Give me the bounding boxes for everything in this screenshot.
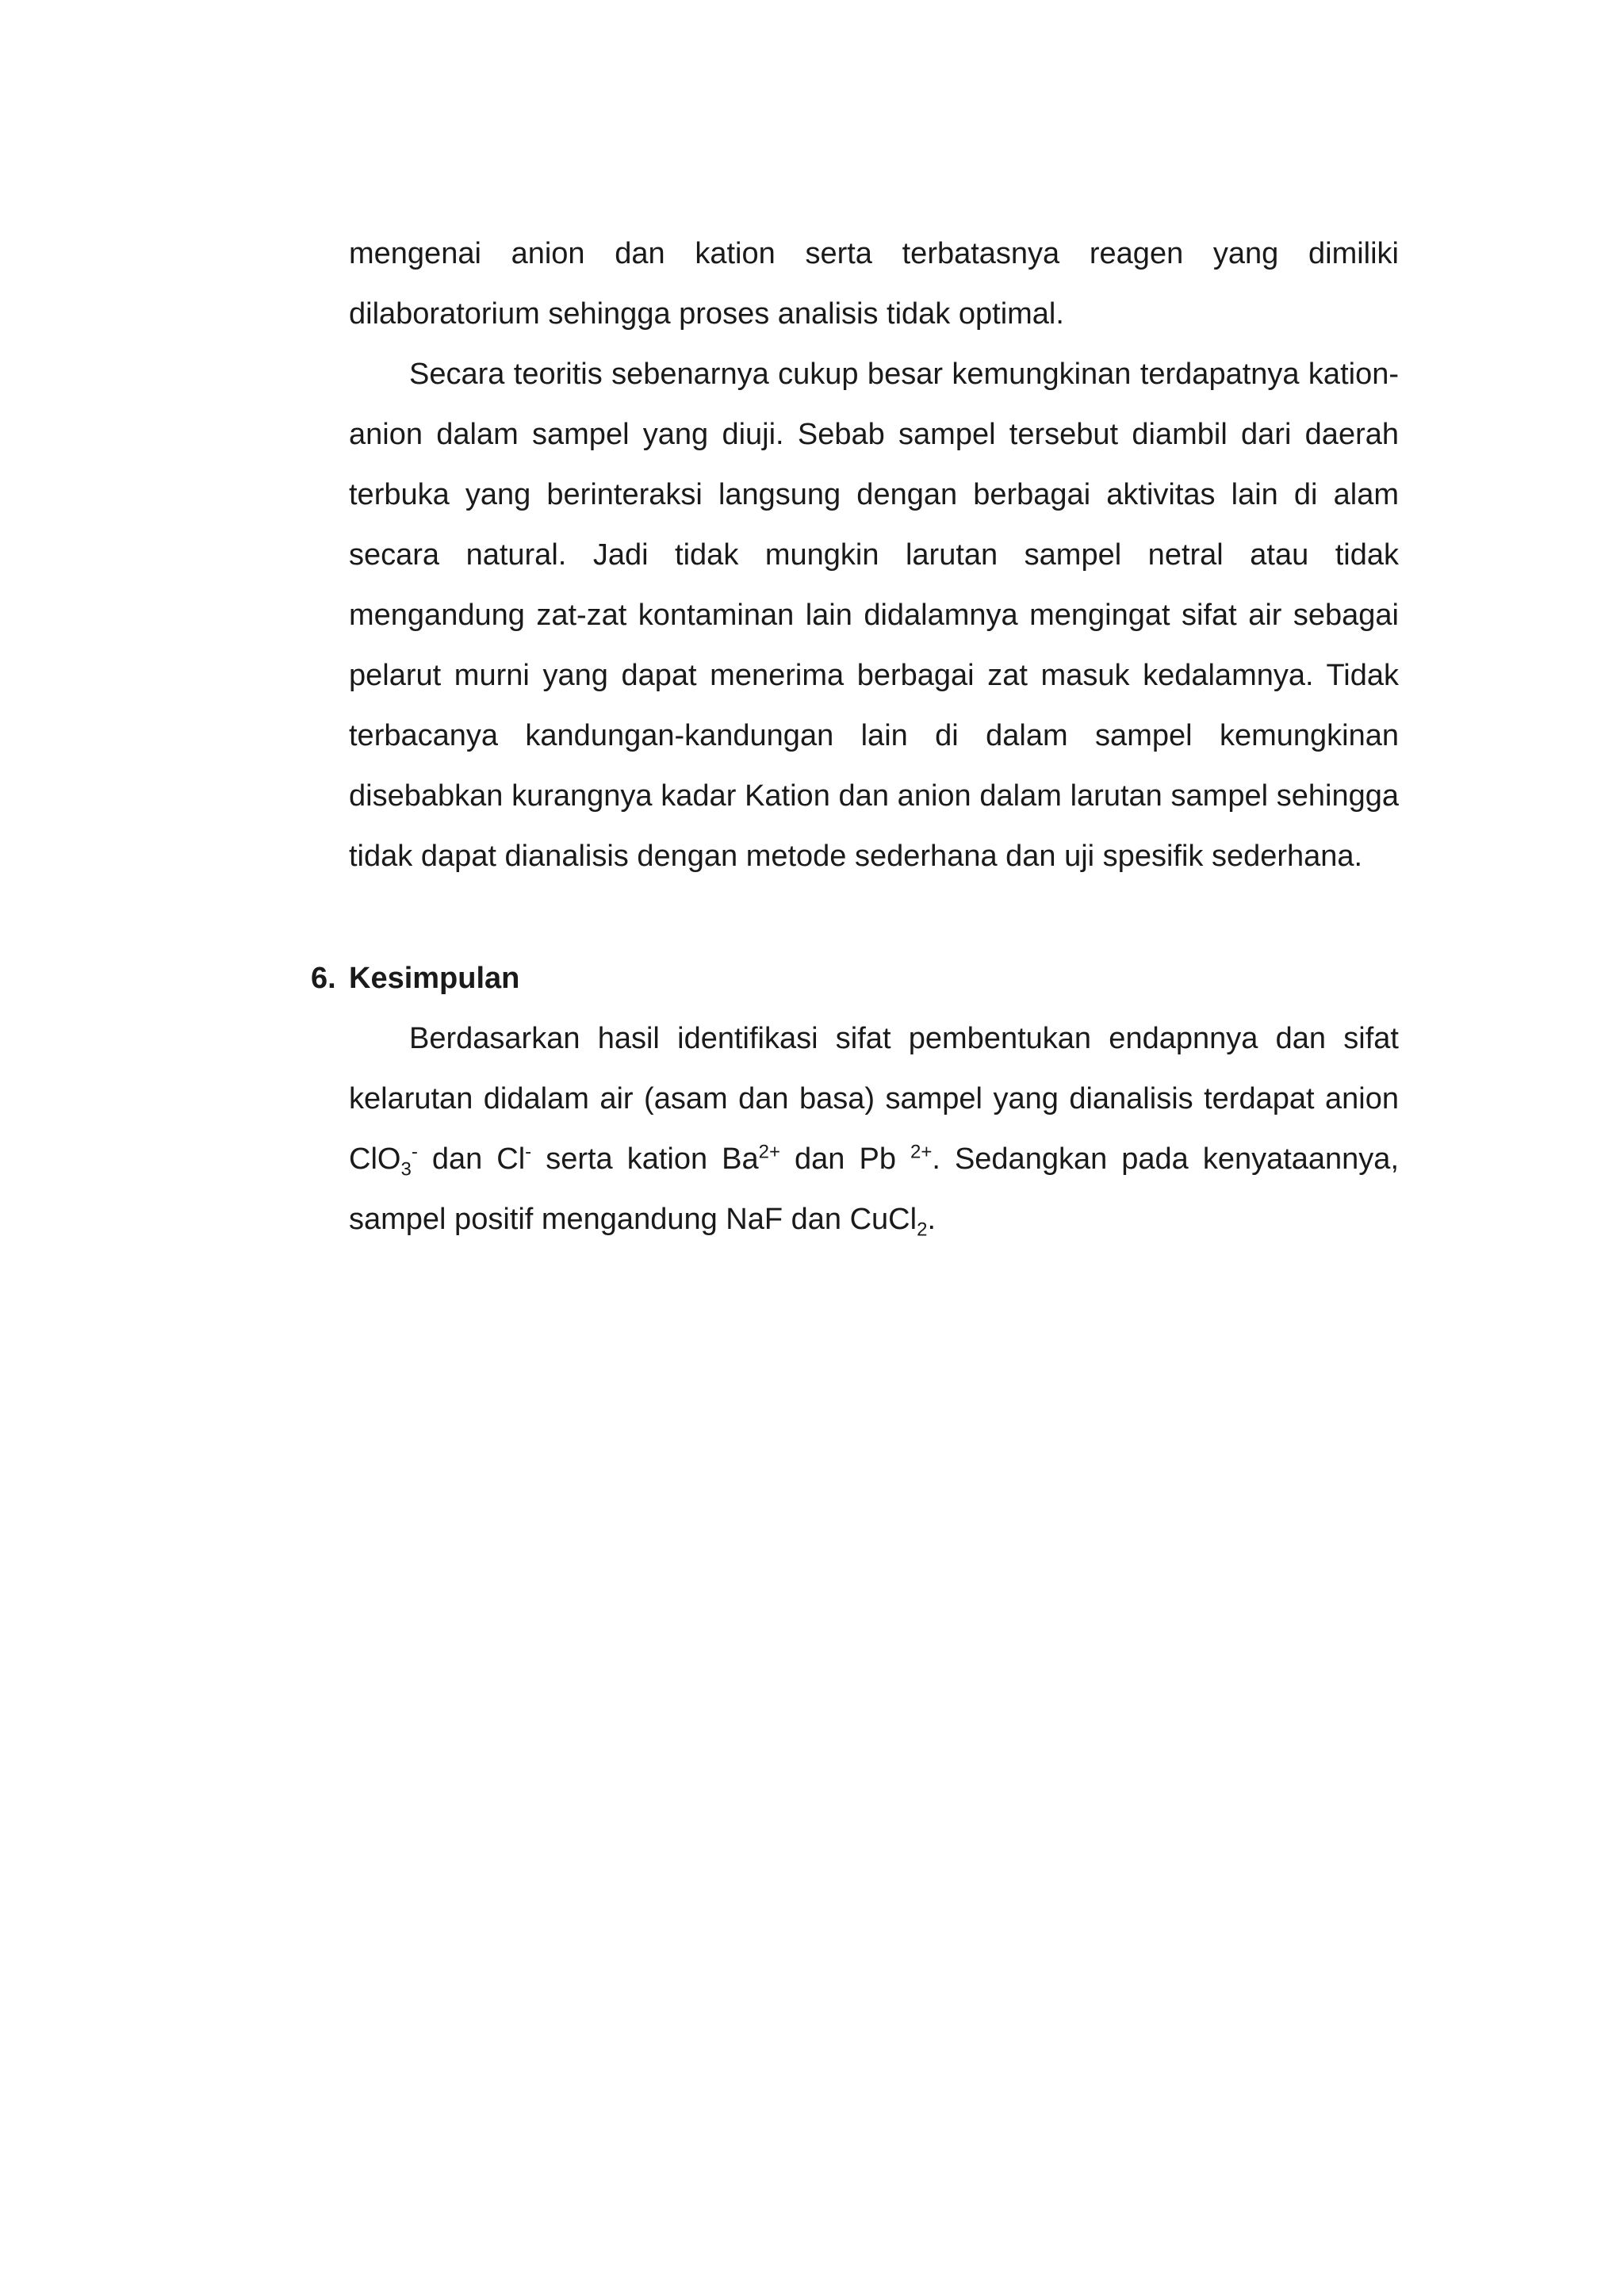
formula-copper-chloride-subscript: 2: [917, 1219, 928, 1241]
formula-chloride-base: Cl: [496, 1142, 526, 1176]
conclusion-text-end: .: [927, 1203, 936, 1236]
section-number: 6.: [311, 962, 336, 995]
formula-chlorate-charge: -: [411, 1141, 418, 1163]
formula-barium-base: Ba: [722, 1142, 759, 1176]
formula-chlorate: [349, 1141, 418, 1181]
formula-lead-base: Pb: [859, 1142, 910, 1176]
formula-barium: [722, 1142, 780, 1176]
conclusion-text-sedangkan: . Sedangkan pada kenyataannya, sampel positif mengandung NaF dan: [349, 1142, 1399, 1236]
conclusion-text-dan-1: dan: [417, 1142, 497, 1176]
conclusion-text-serta-kation: serta kation: [531, 1142, 722, 1176]
formula-chloride: [496, 1142, 531, 1176]
paragraph-limitations: mengenai anion dan kation serta terbatasnya reagen yang dimiliki dilaboratorium sehingga proses analisis tidak optimal.: [349, 237, 1399, 331]
formula-copper-chloride: [849, 1203, 928, 1241]
formula-lead: [859, 1142, 932, 1176]
formula-chlorate-base: ClO: [349, 1142, 401, 1176]
formula-barium-charge: 2+: [758, 1141, 780, 1163]
conclusion-text-dan-2: dan: [780, 1142, 860, 1176]
paragraph-theory: Secara teoritis sebenarnya cukup besar kemungkinan terdapatnya kation-anion dalam sampel yang diuji. Sebab sampel tersebut diambil dari daerah terbuka yang berinteraksi langsung dengan berbagai aktivitas lain di alam secara natural. Jadi tidak mungkin larutan sampel netral atau tidak mengandung zat-zat kontaminan lain didalamnya mengingat sifat air sebagai pelarut murni yang dapat menerima berbagai zat masuk kedalamnya. Tidak terbacanya kandungan-kandungan lain di dalam sampel kemungkinan disebabkan kurangnya kadar Kation dan anion dalam larutan sampel sehingga tidak dapat dianalisis dengan metode sederhana dan uji spesifik sederhana.: [349, 358, 1399, 873]
paragraph-conclusion: [349, 1008, 1399, 1249]
formula-copper-chloride-base: CuCl: [849, 1203, 917, 1236]
formula-chloride-charge: -: [525, 1141, 532, 1163]
formula-lead-charge: 2+: [910, 1141, 933, 1163]
conclusion-text-intro: Berdasarkan hasil identifikasi sifat pembentukan endapnnya dan sifat kelarutan didalam air (asam dan basa) sampel yang dianalisis terdapat anion: [349, 1022, 1399, 1115]
section-title: Kesimpulan: [349, 962, 520, 995]
section-heading-kesimpulan: [311, 948, 519, 1008]
formula-chlorate-subscript: 3: [400, 1158, 412, 1181]
